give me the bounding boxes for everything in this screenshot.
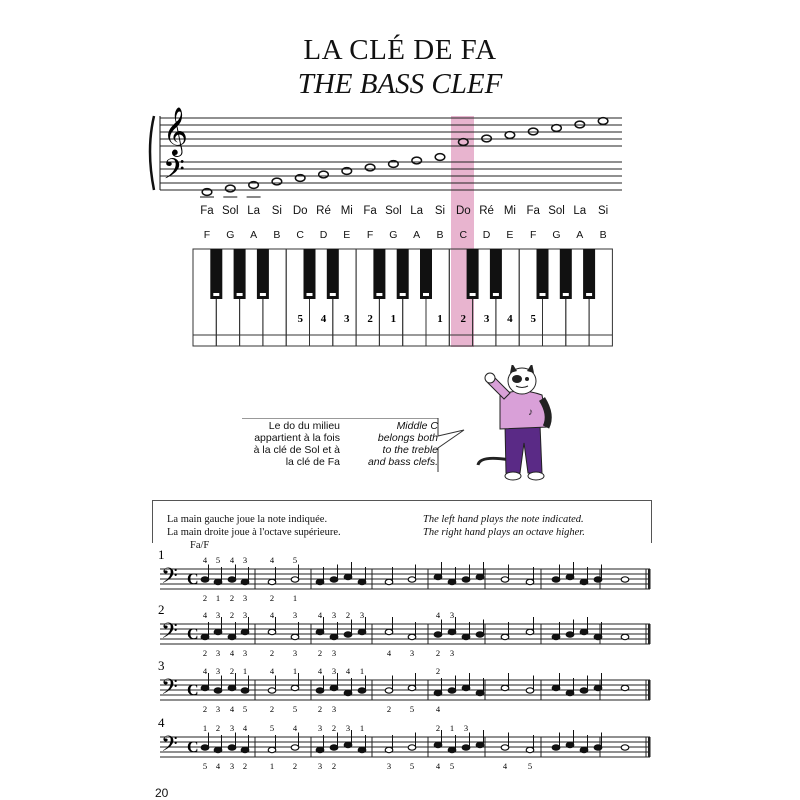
note-letter-label: A <box>576 229 584 241</box>
note <box>580 688 588 693</box>
page-subtitle: THE BASS CLEF <box>297 68 503 100</box>
note <box>385 579 393 584</box>
fingering-below: 2 <box>229 593 235 603</box>
note <box>291 634 299 639</box>
note <box>268 688 276 693</box>
exercise-row <box>158 547 651 603</box>
note <box>501 577 509 582</box>
solfege-label: La <box>247 205 260 217</box>
note <box>316 688 324 693</box>
fingering-below: 2 <box>202 648 208 658</box>
fingering-above: 1 <box>359 723 365 733</box>
fingering-above: 4 <box>317 610 323 620</box>
finger-number: 2 <box>460 313 467 325</box>
fingering-below: 1 <box>292 593 298 603</box>
note <box>594 634 602 639</box>
fingering-above: 4 <box>202 555 208 565</box>
note <box>316 747 324 752</box>
note <box>201 634 209 639</box>
note <box>214 629 222 634</box>
fingering-below: 3 <box>331 704 337 714</box>
fingering-below: 3 <box>292 648 298 658</box>
note <box>291 745 299 750</box>
fingering-below: 4 <box>435 704 441 714</box>
time-signature: C <box>187 739 199 756</box>
exercise-number: 4 <box>158 715 165 730</box>
solfege-label: Sol <box>548 205 565 217</box>
solfege-label: Ré <box>316 205 331 217</box>
fingering-above: 1 <box>202 723 208 733</box>
fingering-above: 1 <box>449 723 455 733</box>
fingering-above: 3 <box>317 723 323 733</box>
fingering-above: 4 <box>317 666 323 676</box>
note <box>214 579 222 584</box>
svg-text:♪: ♪ <box>528 407 533 418</box>
note <box>526 747 534 752</box>
note-letter-label: C <box>459 229 468 241</box>
fingering-above: 2 <box>345 610 351 620</box>
solfege-label: La <box>410 205 424 217</box>
note <box>268 629 276 634</box>
note <box>291 685 299 690</box>
note <box>566 690 574 695</box>
fingering-above: 4 <box>202 610 208 620</box>
solfege-label: Fa <box>526 205 540 217</box>
instruction-fr-1: La main gauche joue la note indiquée. <box>167 514 328 525</box>
finger-number: 3 <box>483 313 490 325</box>
fingering-above: 3 <box>215 610 221 620</box>
fingering-below: 2 <box>269 648 275 658</box>
final-barline <box>648 624 651 644</box>
note <box>462 745 470 750</box>
fingering-below: 2 <box>242 761 248 771</box>
fingering-below: 4 <box>502 761 508 771</box>
solfege-label: Si <box>434 205 446 217</box>
bass-clef-icon: 𝄢 <box>161 675 178 705</box>
fingering-above: 2 <box>229 610 235 620</box>
note <box>330 634 338 639</box>
note <box>358 629 366 634</box>
note <box>476 574 484 579</box>
note <box>462 577 470 582</box>
fingering-below: 3 <box>242 593 248 603</box>
note <box>316 579 324 584</box>
fingering-below: 1 <box>269 761 275 771</box>
exercise-number: 1 <box>158 547 165 562</box>
note <box>408 685 416 690</box>
fingering-above: 5 <box>269 723 275 733</box>
callout-english: Middle C belongs both to the treble and bass clefs. <box>367 420 438 468</box>
note-letter-label: A <box>250 229 258 241</box>
bass-clef-icon: 𝄢 <box>161 732 178 762</box>
solfege-label: Si <box>271 205 282 217</box>
fingering-below: 2 <box>202 593 208 603</box>
fingering-above: 2 <box>215 723 221 733</box>
note <box>501 634 509 639</box>
fingering-below: 3 <box>242 648 248 658</box>
fingering-above: 4 <box>269 610 275 620</box>
fingering-above: 2 <box>435 723 441 733</box>
note <box>552 577 560 582</box>
fingering-below: 1 <box>215 593 221 603</box>
solfege-label: Do <box>455 205 471 217</box>
fingering-above: 3 <box>229 723 235 733</box>
fingering-above: 3 <box>463 723 469 733</box>
note <box>214 688 222 693</box>
solfege-label: Si <box>597 205 609 217</box>
fingering-above: 5 <box>215 555 221 565</box>
note <box>201 685 209 690</box>
fingering-above: 5 <box>292 555 298 565</box>
note <box>344 742 352 747</box>
fingering-below: 5 <box>292 704 298 714</box>
note <box>621 634 629 639</box>
fingering-above: 3 <box>242 610 248 620</box>
fingering-above: 3 <box>331 666 337 676</box>
note <box>594 577 602 582</box>
note <box>330 685 338 690</box>
note <box>448 629 456 634</box>
fingering-above: 1 <box>242 666 248 676</box>
note <box>462 685 470 690</box>
solfege-label: Fa <box>200 205 214 217</box>
solfege-label: La <box>573 205 587 217</box>
fingering-above: 4 <box>345 666 351 676</box>
finger-number: 1 <box>437 313 443 325</box>
fingering-below: 3 <box>215 704 221 714</box>
fingering-above: 4 <box>229 555 235 565</box>
note-letter-label: F <box>203 229 211 241</box>
solfege-label: Sol <box>221 205 239 217</box>
solfege-label: Ré <box>479 205 494 217</box>
fingering-above: 1 <box>292 666 298 676</box>
fingering-above: 4 <box>242 723 248 733</box>
instruction-en-2: The right hand plays an octave higher. <box>423 527 585 538</box>
note <box>434 742 442 747</box>
page-title: LA CLÉ DE FA <box>303 34 497 66</box>
time-signature: C <box>187 682 199 699</box>
page-number: 20 <box>155 786 169 800</box>
note <box>291 577 299 582</box>
fingering-below: 5 <box>409 761 415 771</box>
note <box>476 690 484 695</box>
fingering-below: 2 <box>292 761 298 771</box>
note <box>566 574 574 579</box>
fingering-above: 3 <box>215 666 221 676</box>
bass-clef-icon: 𝄢 <box>163 153 185 193</box>
fingering-below: 5 <box>409 704 415 714</box>
solfege-label: Mi <box>340 205 353 217</box>
note <box>566 742 574 747</box>
fingering-above: 4 <box>202 666 208 676</box>
fingering-below: 2 <box>317 704 323 714</box>
fingering-below: 4 <box>386 648 392 658</box>
treble-clef-icon: 𝄞 <box>163 106 188 155</box>
fingering-below: 4 <box>435 761 441 771</box>
fingering-above: 2 <box>435 666 441 676</box>
fingering-above: 3 <box>242 555 248 565</box>
note-letter-label: D <box>482 229 491 241</box>
note-letter-label: F <box>366 229 374 241</box>
fingering-below: 3 <box>317 761 323 771</box>
fingering-above: 4 <box>269 666 275 676</box>
note <box>526 579 534 584</box>
note-letter-label: G <box>552 229 561 241</box>
callout-french: Le do du milieu appartient à la fois à la clé de Sol et à la clé de Fa <box>253 420 340 468</box>
fingering-below: 3 <box>409 648 415 658</box>
note <box>241 579 249 584</box>
final-barline <box>648 737 651 757</box>
fingering-above: 2 <box>229 666 235 676</box>
note <box>330 577 338 582</box>
exercise-number: 2 <box>158 602 165 617</box>
exercise-row <box>158 658 651 714</box>
note <box>408 577 416 582</box>
fingering-above: 4 <box>292 723 298 733</box>
final-barline <box>648 569 651 589</box>
exercise-number: 3 <box>158 658 165 673</box>
note-letter-label: B <box>599 229 607 241</box>
finger-number: 4 <box>320 313 327 325</box>
fingering-below: 5 <box>527 761 533 771</box>
note-letter-label: B <box>436 229 444 241</box>
note <box>552 634 560 639</box>
note <box>241 629 249 634</box>
fingering-below: 5 <box>202 761 208 771</box>
fingering-below: 2 <box>435 648 441 658</box>
note <box>228 577 236 582</box>
finger-number: 5 <box>297 313 303 325</box>
instruction-en-1: The left hand plays the note indicated. <box>423 514 584 525</box>
fingering-below: 3 <box>449 648 455 658</box>
fingering-below: 2 <box>317 648 323 658</box>
note <box>501 745 509 750</box>
note <box>358 579 366 584</box>
fingering-below: 2 <box>386 704 392 714</box>
note <box>214 747 222 752</box>
note <box>476 742 484 747</box>
note <box>552 745 560 750</box>
note <box>268 579 276 584</box>
note <box>228 634 236 639</box>
note <box>552 685 560 690</box>
note-letter-label: G <box>389 229 398 241</box>
note <box>448 579 456 584</box>
note-letter-label: G <box>226 229 235 241</box>
fingering-below: 3 <box>386 761 392 771</box>
note <box>330 745 338 750</box>
solfege-label: Do <box>292 205 308 217</box>
note <box>201 745 209 750</box>
fingering-below: 2 <box>331 761 337 771</box>
fingering-above: 3 <box>331 610 337 620</box>
instruction-fr-2: La main droite joue à l'octave supérieure. <box>167 527 341 538</box>
solfege-label: Mi <box>503 205 516 217</box>
fingering-below: 3 <box>331 648 337 658</box>
note <box>358 747 366 752</box>
fingering-above: 3 <box>292 610 298 620</box>
final-barline <box>648 680 651 700</box>
finger-number: 5 <box>530 313 536 325</box>
note <box>228 685 236 690</box>
note <box>228 745 236 750</box>
note-letter-label: E <box>343 229 351 241</box>
finger-number: 3 <box>344 313 350 325</box>
note <box>526 688 534 693</box>
note-letter-label: D <box>319 229 328 241</box>
note <box>385 629 393 634</box>
fingering-above: 1 <box>359 666 365 676</box>
note <box>434 574 442 579</box>
exercise-row <box>158 602 651 658</box>
finger-number: 4 <box>507 313 513 325</box>
note <box>434 632 442 637</box>
note <box>621 577 629 582</box>
exercise-label: Fa/F <box>190 540 210 551</box>
note-letter-label: A <box>413 229 421 241</box>
note <box>241 688 249 693</box>
note <box>385 688 393 693</box>
fingering-below: 3 <box>215 648 221 658</box>
note <box>580 579 588 584</box>
note-letter-label: E <box>506 229 514 241</box>
solfege-label: Sol <box>385 205 402 217</box>
note <box>476 632 484 637</box>
fingering-above: 3 <box>345 723 351 733</box>
note <box>316 629 324 634</box>
note <box>462 634 470 639</box>
fingering-above: 3 <box>449 610 455 620</box>
note <box>241 747 249 752</box>
note <box>344 690 352 695</box>
fingering-below: 5 <box>449 761 455 771</box>
note <box>621 745 629 750</box>
note <box>448 688 456 693</box>
note-letter-label: B <box>273 229 281 241</box>
finger-number: 2 <box>367 313 373 325</box>
note <box>408 745 416 750</box>
note <box>594 745 602 750</box>
fingering-below: 3 <box>229 761 235 771</box>
note <box>344 632 352 637</box>
note <box>526 629 534 634</box>
note <box>358 688 366 693</box>
fingering-below: 4 <box>215 761 221 771</box>
fingering-above: 2 <box>331 723 337 733</box>
note-letter-label: F <box>529 229 537 241</box>
finger-number: 1 <box>390 313 397 325</box>
fingering-below: 2 <box>269 593 275 603</box>
exercise-row <box>158 715 651 771</box>
note <box>448 747 456 752</box>
time-signature: C <box>187 626 199 643</box>
solfege-label: Fa <box>363 205 377 217</box>
fingering-above: 4 <box>435 610 441 620</box>
note <box>594 685 602 690</box>
note <box>344 574 352 579</box>
note <box>201 577 209 582</box>
note-letter-label: C <box>296 229 304 241</box>
note <box>434 690 442 695</box>
fingering-below: 2 <box>269 704 275 714</box>
note <box>408 634 416 639</box>
bass-clef-icon: 𝄢 <box>161 619 178 649</box>
note <box>385 747 393 752</box>
note <box>621 685 629 690</box>
fingering-above: 4 <box>269 555 275 565</box>
fingering-below: 4 <box>229 648 235 658</box>
fingering-above: 3 <box>359 610 365 620</box>
bass-clef-icon: 𝄢 <box>161 564 178 594</box>
note <box>580 629 588 634</box>
fingering-below: 2 <box>202 704 208 714</box>
note <box>566 632 574 637</box>
fingering-below: 4 <box>229 704 235 714</box>
note <box>580 747 588 752</box>
fingering-below: 5 <box>242 704 248 714</box>
time-signature: C <box>187 571 199 588</box>
note <box>268 747 276 752</box>
note <box>501 685 509 690</box>
